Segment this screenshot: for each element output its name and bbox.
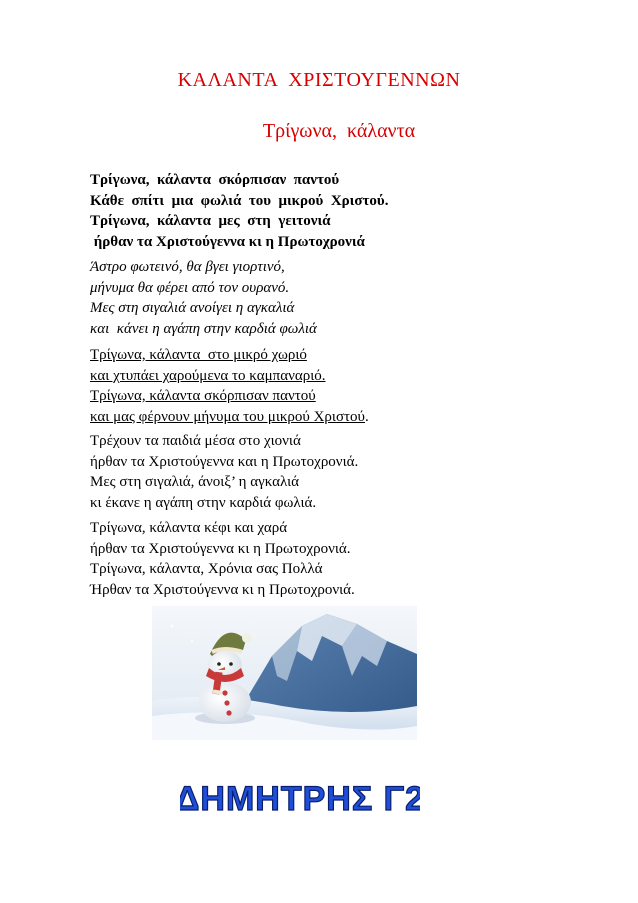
stanza-line: Άστρο φωτεινό, θα βγει γιορτινό,	[90, 259, 285, 275]
snowman-photo	[152, 606, 417, 740]
stanza-line: κι έκανε η αγάπη στην καρδιά φωλιά.	[90, 494, 317, 511]
author-signature	[180, 770, 420, 820]
stanza-line: ήρθαν τα Χριστούγεννα κι η Πρωτοχρονιά	[90, 233, 365, 250]
stanza-line: ήρθαν τα Χριστούγεννα κι η Πρωτοχρονιά.	[90, 540, 351, 557]
stanza-line: Μες στη σιγαλιά ανοίγει η αγκαλιά	[90, 300, 295, 316]
stanza-line: Τρίγωνα, κάλαντα κέφι και χαρά	[90, 520, 288, 536]
snowman-illustration	[152, 606, 417, 740]
stanza-line: Τρέχουν τα παιδιά μέσα στο χιονιά	[90, 433, 301, 449]
stanza-4	[90, 431, 550, 513]
stanza-2	[90, 257, 550, 339]
stanza-line: Τρίγωνα, κάλαντα σκόρπισαν παντού	[90, 388, 316, 404]
stanza-line: Κάθε σπίτι μια φωλιά του μικρού Χριστού.	[90, 192, 389, 209]
stanza-line: Τρίγωνα, κάλαντα στο μικρό χωριό	[90, 347, 307, 363]
stanza-line: και κάνει η αγάπη στην καρδιά φωλιά	[90, 320, 317, 337]
stanza-line	[90, 407, 550, 428]
stanza-line: και χτυπάει χαρούμενα το καμπαναριό.	[90, 367, 326, 384]
stanza-line-text: και μας φέρνουν μήνυμα του μικρού Χριστού	[90, 408, 365, 425]
stanza-line: Ήρθαν τα Χριστούγεννα κι η Πρωτοχρονιά.	[90, 581, 355, 598]
song-subtitle: Τρίγωνα, κάλαντα	[262, 120, 416, 142]
stanza-line: Τρίγωνα, κάλαντα σκόρπισαν παντού	[90, 172, 340, 188]
stanza-line: ήρθαν τα Χριστούγεννα και η Πρωτοχρονιά.	[90, 453, 359, 470]
author-signature-text: ΔΗΜΗΤΡΗΣ Γ2	[180, 780, 420, 818]
stanza-line: Μες στη σιγαλιά, άνοιξ’ η αγκαλιά	[90, 474, 299, 490]
stanza-line: Τρίγωνα, κάλαντα μες στη γειτονιά	[90, 213, 331, 229]
stanza-5	[90, 518, 550, 600]
stanza-1	[90, 170, 550, 252]
stanza-3	[90, 345, 550, 427]
stanza-line: Τρίγωνα, κάλαντα, Χρόνια σας Πολλά	[90, 561, 323, 577]
stanza-line-period: .	[365, 408, 369, 425]
stanza-line: μήνυμα θα φέρει από τον ουρανό.	[90, 279, 290, 296]
song-title: ΚΑΛΑΝΤΑ ΧΡΙΣΤΟΥΓΕΝΝΩΝ	[177, 69, 461, 91]
